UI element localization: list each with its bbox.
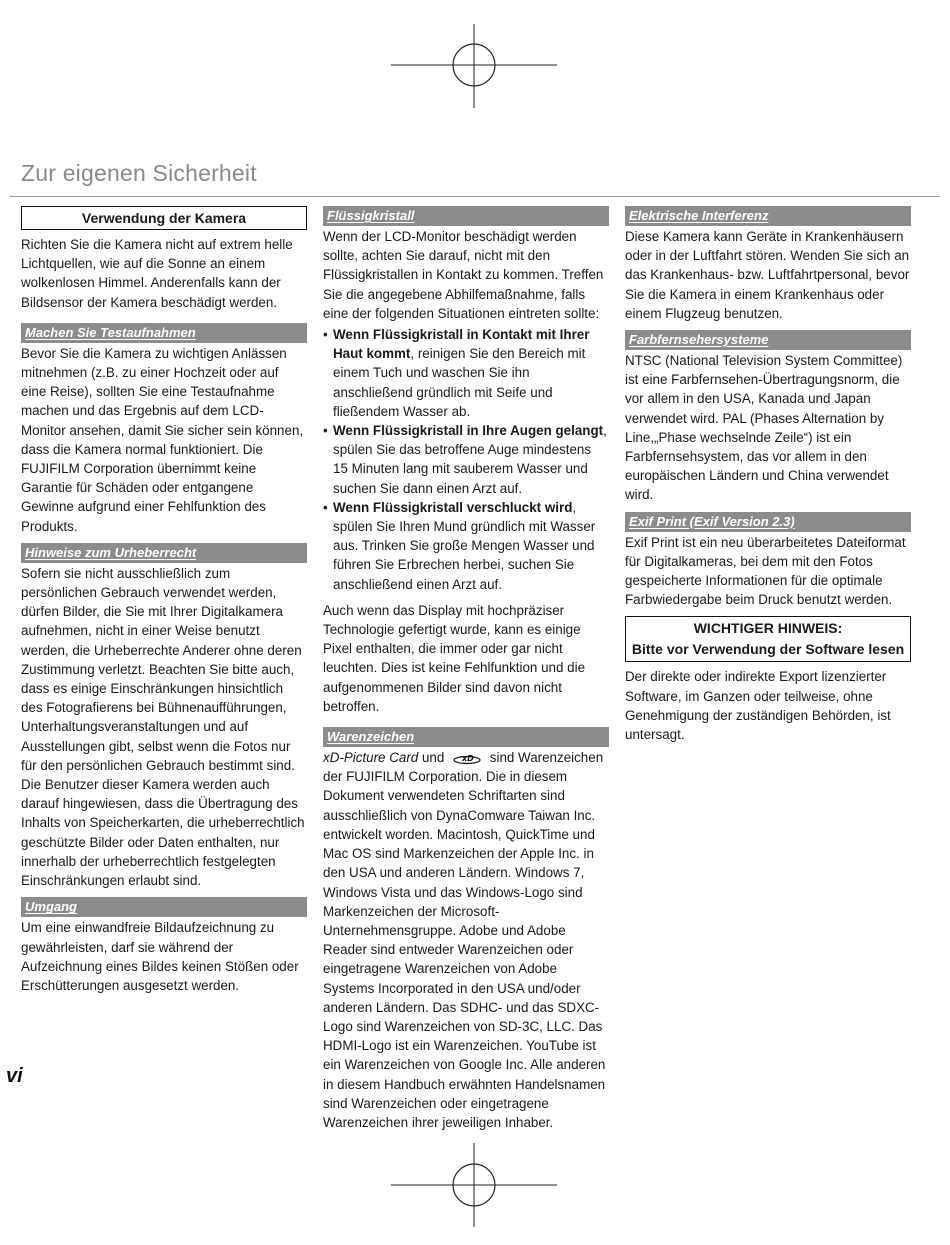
copyright-heading: Hinweise zum Urheberrecht — [21, 543, 307, 563]
xd-picture-card-brand: xD-Picture Card — [323, 750, 419, 766]
trademarks-und: und — [418, 750, 449, 766]
camera-use-text: Richten Sie die Kamera nicht auf extrem helle Lichtquellen, wie auf die Sonne an einem wolkenlosen Himmel. Anderenfalls kann der Bildsensor der Kamera beschädigt werden. — [21, 237, 293, 310]
handling-heading: Umgang — [21, 897, 307, 917]
list-item-text: , spülen Sie das betroffene Auge mindestens 15 Minuten lang mit sauberem Wasser und suchen Sie dann einen Arzt auf. — [333, 423, 607, 496]
exif-print-text: Exif Print ist ein neu überarbeitetes Dateiformat für Digitalkameras, bei dem mit den Fotos gespeicherte Informationen für die optimale Farbwiedergabe beim Druck benutzt werden. — [625, 534, 906, 608]
title-divider — [10, 196, 940, 197]
column-left — [21, 206, 307, 1002]
trademarks-heading: Warenzeichen — [323, 727, 609, 747]
list-item — [323, 325, 609, 421]
trademarks-text — [323, 748, 609, 1132]
test-shots-heading: Machen Sie Testaufnahmen — [21, 323, 307, 343]
test-shots-text: Bevor Sie die Kamera zu wichtigen Anlässen mitnehmen (z.B. zu einer Hochzeit oder auf eine Reise), sollten Sie eine Testaufnahme machen und das Ergebnis auf dem LCD-Monitor ansehen, damit Sie sicher sein können, dass die Kamera normal funktioniert. Die FUJIFILM Corporation übernimmt keine Garantie für Schäden oder entgangene Gewinne aufgrund einer Fehlfunktion des Produkts. — [21, 345, 304, 534]
registration-mark-top-icon — [391, 24, 557, 108]
handling-text: Um eine einwandfreie Bildaufzeichnung zu gewährleisten, darf sie während der Aufzeichnung eines Bildes keinen Stößen oder Erschütterungen ausgesetzt werden. — [21, 920, 299, 993]
liquid-crystal-list — [323, 325, 609, 594]
list-item-text: , spülen Sie Ihren Mund gründlich mit Wasser aus. Trinken Sie große Mengen Wasser und führen Sie Erbrechen herbei, suchen Sie anschließend einen Arzt auf. — [333, 499, 596, 592]
interference-heading: Elektrische Interferenz — [625, 206, 911, 226]
tv-systems-heading: Farbfernsehersysteme — [625, 330, 911, 350]
list-item-text: , reinigen Sie den Bereich mit einem Tuch und waschen Sie ihn anschließend gründlich mit Seife und fließendem Wasser ab. — [333, 346, 586, 419]
registration-mark-bottom-icon — [391, 1143, 557, 1227]
list-item — [323, 421, 609, 498]
copyright-text: Sofern sie nicht ausschließlich zum persönlichen Gebrauch verwendet werden, dürfen Bilder, die Sie mit Ihrer Digitalkamera aufnehmen, nicht in einer Weise benutzt werden, die Urheberrechte Anderer ohne deren Zustimmung verletzt. Beachten Sie bitte auch, dass es einige Einschränkungen hinsichtlich des Fotografierens bei Bühnenaufführungen, Unterhaltungsveranstaltungen und auf Ausstellungen gibt, selbst wenn die Fotos nur für den persönlichen Gebrauch bestimmt sind. Die Benutzer dieser Kamera werden auch darauf hingewiesen, dass die Übertragung des Inhalts von Speicherkarten, die urheberrechtlich geschützte Bilder oder Daten enthalten, nur innerhalb der urheberrechtlich festgelegten Einschränkungen erlaubt sind. — [21, 565, 305, 889]
column-right — [625, 206, 911, 751]
liquid-crystal-outro: Auch wenn das Display mit hochpräziser Technologie gefertigt wurde, kann es einige Pixel enthalten, die immer oder gar nicht leuchten. Dies ist keine Fehlfunktion und die aufgenommenen Bilder sind davon nicht betroffen. — [323, 602, 586, 714]
important-notice-line2: Bitte vor Verwendung der Software lesen — [631, 641, 905, 658]
trademarks-body: sind Warenzeichen der FUJIFILM Corporation. Die in diesem Dokument verwendeten Schriftarten sind ausschließlich von DynaComware Taiwan Inc. entwickelt worden. Macintosh, QuickTime und Mac OS sind Markenzeichen der Apple Inc. in den USA und anderen Ländern. Windows 7, Windows Vista und das Windows-Logo sind Markenzeichen der Microsoft-Unternehmensgruppe. Adobe und Adobe Reader sind entweder Warenzeichen oder eingetragene Warenzeichen von Adobe Systems Incorporated in den USA und/oder anderen Ländern. Das SDHC- und das SDXC-Logo sind Warenzeichen von SD-3C, LLC. Das HDMI-Logo ist ein Warenzeichen. YouTube ist ein Warenzeichen von Google Inc. Alle anderen in diesem Handbuch erwähnten Handelsnamen sind Warenzeichen oder eingetragene Warenzeichen ihrer jeweiligen Inhaber. — [323, 750, 606, 1130]
list-item-bold: Wenn Flüssigkristall verschluckt wird — [333, 499, 573, 515]
interference-text: Diese Kamera kann Geräte in Krankenhäusern oder in der Luftfahrt stören. Wenden Sie sich an das Krankenhaus- bzw. Luftfahrtpersonal, bevor Sie die Kamera in einem Krankenhaus oder einem Flugzeug benutzen. — [625, 229, 910, 321]
camera-use-heading: Verwendung der Kamera — [21, 206, 307, 230]
exif-print-heading: Exif Print (Exif Version 2.3) — [625, 512, 911, 532]
list-item-bold: Wenn Flüssigkristall in Kontakt mit Ihrer Haut kommt — [333, 327, 590, 362]
page-number: vi — [6, 1065, 23, 1087]
tv-systems-text: NTSC (National Television System Committee) ist eine Farbfernsehen-Übertragungsnorm, die vor allem in den USA, Kanada und Japan verwendet wird. PAL (Phases Alternation by Line,„Phase wechselnde Zeile“) ist ein Farbfernsehsystem, das vor allem in den europäischen Ländern und China verwendet wird. — [625, 353, 903, 503]
list-item — [323, 498, 609, 594]
column-middle — [323, 206, 609, 1139]
important-notice-line1: WICHTIGER HINWEIS: — [693, 620, 843, 637]
page-title: Zur eigenen Sicherheit — [21, 160, 257, 186]
svg-text:xD: xD — [462, 753, 474, 763]
important-notice-text: Der direkte oder indirekte Export lizenzierter Software, im Ganzen oder teilweise, ohne Genehmigung der zuständigen Behörden, ist untersagt. — [625, 669, 891, 743]
xd-picture-card-logo-icon — [452, 753, 482, 765]
liquid-crystal-heading: Flüssigkristall — [323, 206, 609, 226]
list-item-bold: Wenn Flüssigkristall in Ihre Augen gelangt — [333, 423, 604, 439]
liquid-crystal-intro: Wenn der LCD-Monitor beschädigt werden sollte, achten Sie darauf, nicht mit den Flüssigkristallen in Kontakt zu kommen. Treffen Sie die angegebene Abhilfemaßnahme, falls eine der folgenden Situationen eintreten sollte: — [323, 229, 604, 321]
important-notice-heading — [625, 616, 911, 662]
